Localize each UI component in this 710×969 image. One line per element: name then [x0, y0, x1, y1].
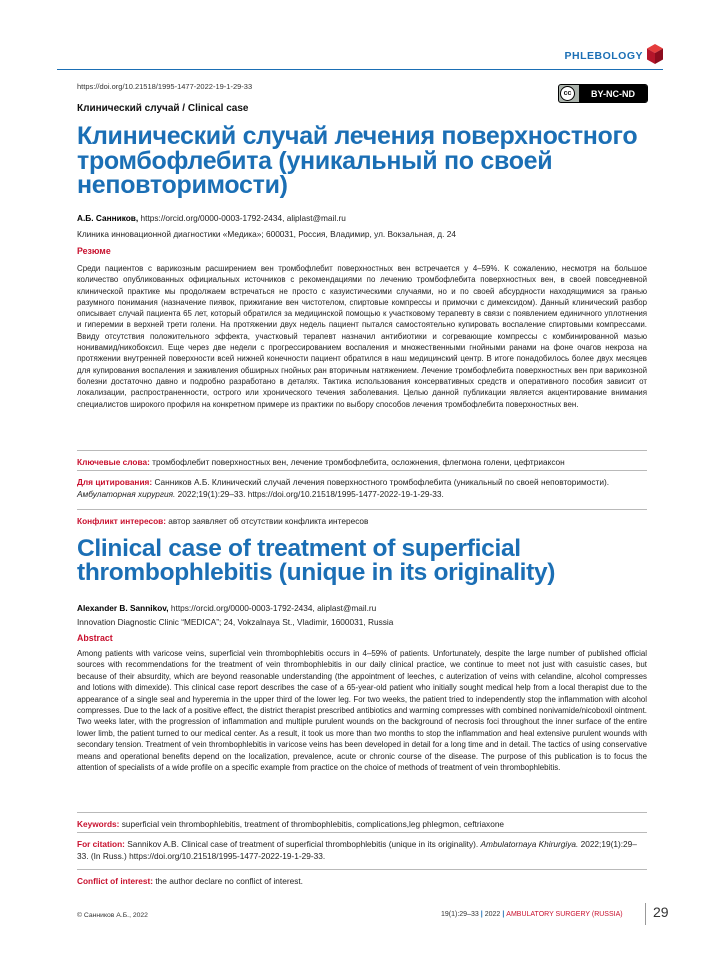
conflict-text: автор заявляет об отсутствии конфликта интересов	[166, 516, 369, 526]
license-text: BY-NC-ND	[579, 85, 647, 102]
section-tag: PHLEBOLOGY	[564, 50, 643, 62]
divider	[77, 450, 647, 451]
author-line-english	[77, 603, 376, 613]
abstract-english: Among patients with varicose veins, superficial vein thrombophlebitis occurs in 4–59% of patients. Unfortunately, despite the large number of published official sources with recommendations for the treatment of vein thrombophlebitis in our daily clinical practice, we continue to meet not just with casuistic cases, but because of their absurdity, which are beyond reasonable understanding (the appointment of leeches, c auterization of veins with celandine, alcohol compresses and lotions with dimexide). This clinical case report describes the case of a 65-year-old patient who initially sought medical help from a local therapist due to the appearance of a single seal and hyperemia in the upper third of the lower leg. For two weeks, the patient tried to independently stop the inflammation with alcohol compresses. Due to the lack of a positive effect, the district therapist prescribed antibiotics and warming compresses with combined nonivamide/nicoboxil ointment. Two weeks later, with the progression of inflammation and multiple purulent wounds on the background of necrosis foci throughout the inner surface of the entire lower limb, the patient turned to our medical center. As a result, it took us more than two months to stop the inflammation and heal extensive purulent wounds with secondary tension. Treatment of vein thrombophlebitis in varicose veins has been developed in detail for a long time and in detail. The tactics of using conservative means and operational benefits depend on the localization, prevalence, acute or chronic course of the disease. The purpose of this publication is to focus the attention of specialists of a wide profile on a specific example from practice on the choice of methods of treatment of vein thrombophlebitis.	[77, 649, 647, 773]
author-line-russian	[77, 213, 346, 223]
divider	[77, 509, 647, 510]
divider	[77, 812, 647, 813]
footer-copyright: © Санников А.Б., 2022	[77, 912, 148, 919]
citation-label: Для цитирования:	[77, 477, 153, 487]
citation-text: Санников А.Б. Клинический случай лечения поверхностного тромбофлебита (уникальный по своей неповторимости).	[152, 477, 610, 487]
cube-logo-icon	[647, 44, 663, 64]
footer-year: 2022	[484, 911, 501, 918]
abstract-heading-russian: Резюме	[77, 246, 111, 256]
divider	[77, 869, 647, 870]
title-russian: Клинический случай лечения поверхностного тромбофлебита (уникальный по своей неповторимости)	[77, 122, 638, 199]
divider	[77, 832, 647, 833]
creative-commons-icon: cc	[560, 86, 575, 101]
author-contacts[interactable]: https://orcid.org/0000-0003-1792-2434, aliplast@mail.ru	[138, 213, 346, 223]
citation-text: Sannikov A.B. Clinical case of treatment of superficial thrombophlebitis (unique in its originality).	[124, 839, 481, 849]
affiliation-russian: Клиника инновационной диагностики «Медика»; 600031, Россия, Владимир, ул. Вокзальная, д. 24	[77, 229, 456, 239]
keywords-label: Ключевые слова:	[77, 457, 150, 467]
divider	[77, 470, 647, 471]
doi-link[interactable]: https://doi.org/10.21518/1995-1477-2022-19-1-29-33	[77, 82, 253, 91]
citation-tail[interactable]: 2022;19(1):29–33. https://doi.org/10.21518/1995-1477-2022-19-1-29-33.	[175, 489, 444, 499]
keywords-russian	[77, 457, 647, 467]
keywords-english	[77, 819, 647, 829]
citation-tail[interactable]: 2022;19(1):29–33. (In Russ.) https://doi.org/10.21518/1995-1477-2022-19-1-29-33.	[77, 839, 637, 861]
author-name: А.Б. Санников,	[77, 213, 139, 223]
affiliation-english: Innovation Diagnostic Clinic “MEDICA”; 24, Vokzalnaya St., Vladimir, 1600031, Russia	[77, 617, 394, 627]
conflict-label: Конфликт интересов:	[77, 516, 166, 526]
conflict-text: the author declare no conflict of interest.	[153, 876, 303, 886]
footer-separator: |	[502, 911, 505, 918]
footer-separator: |	[480, 911, 483, 918]
citation-journal: Ambulatornaya Khirurgiya.	[480, 839, 579, 849]
conflict-english	[77, 876, 303, 886]
conflict-label: Conflict of interest:	[77, 876, 154, 886]
keywords-text: superficial vein thrombophlebitis, treatment of thrombophlebitis, complications,leg phlegmon, ceftriaxone	[119, 819, 505, 829]
abstract-russian: Среди пациентов с варикозным расширением вен тромбофлебит поверхностных вен встречается у 4–59%. К сожалению, несмотря на большое количество опубликованных официальных источников с рекомендациями по лечению тромбофлебита поверхностных вен, в своей повседневной клинической практике мы продолжаем встречаться не просто с казуистическими случаями, но и по своей абсурдности находящимися за гранью разумного понимания (назначение пиявок, прижигание вен чистотелом, спиртовые компрессы и примочки с димексидом). Данный клинический разбор описывает случай пациента 65 лет, который обратился за медицинской помощью к участковому терапевту в связи с появлением единичного уплотнения и гиперемии в верхней трети голени. На протяжении двух недель пациент пытался самостоятельно купировать воспаление спиртовыми компрессами. Ввиду отсутствия положительного эффекта, участковый терапевт назначил антибиотики и согревающие компрессы с комбинированной мазью нонивамид/никобоксил. Еще через две недели с прогрессированием воспаления и множественными гнойными ранами на фоне очагов некроза на протяжении внутренней поверхности всей нижней конечности пациент обратился в наш медицинский центр. В итоге понадобилось более двух месяцев для купирования воспаления и заживления обширных гнойных ран вторичным натяжением. Лечение тромбофлебита поверхностных вен при варикозной болезни достаточно давно и подробно разработано в деталях. Тактика использования консервативных средств и оперативного пособия зависит от локализации, распространенности, острого или хронического течения заболевания. Целью данной публикации является акцентирование внимания специалистов широкого профиля на конкретном примере из практики по выбору способов лечения тромбофлебита поверхностных вен.	[77, 264, 647, 409]
abstract-heading-english: Abstract	[77, 633, 113, 643]
footer-journal-line	[441, 911, 623, 918]
conflict-russian	[77, 516, 368, 526]
footer-issue: 19(1):29–33	[441, 911, 479, 918]
author-name: Alexander B. Sannikov,	[77, 603, 169, 613]
footer-journal-name: AMBULATORY SURGERY (RUSSIA)	[506, 911, 623, 918]
author-contacts[interactable]: https://orcid.org/0000-0003-1792-2434, aliplast@mail.ru	[168, 603, 377, 613]
keywords-label: Keywords:	[77, 819, 120, 829]
page-number: 29	[653, 904, 669, 920]
title-english: Clinical case of treatment of superficial thrombophlebitis (unique in its originality)	[77, 535, 556, 586]
citation-english	[77, 838, 637, 862]
cc-license-badge[interactable]	[558, 84, 648, 103]
article-category: Клинический случай / Clinical case	[77, 103, 249, 114]
citation-journal: Амбулаторная хирургия.	[77, 489, 176, 499]
header-rule	[57, 69, 663, 70]
footer-divider	[645, 903, 646, 925]
citation-russian	[77, 476, 637, 500]
citation-label: For citation:	[77, 839, 125, 849]
keywords-text: тромбофлебит поверхностных вен, лечение тромбофлебита, осложнения, флегмона голени, цефтриаксон	[149, 457, 565, 467]
